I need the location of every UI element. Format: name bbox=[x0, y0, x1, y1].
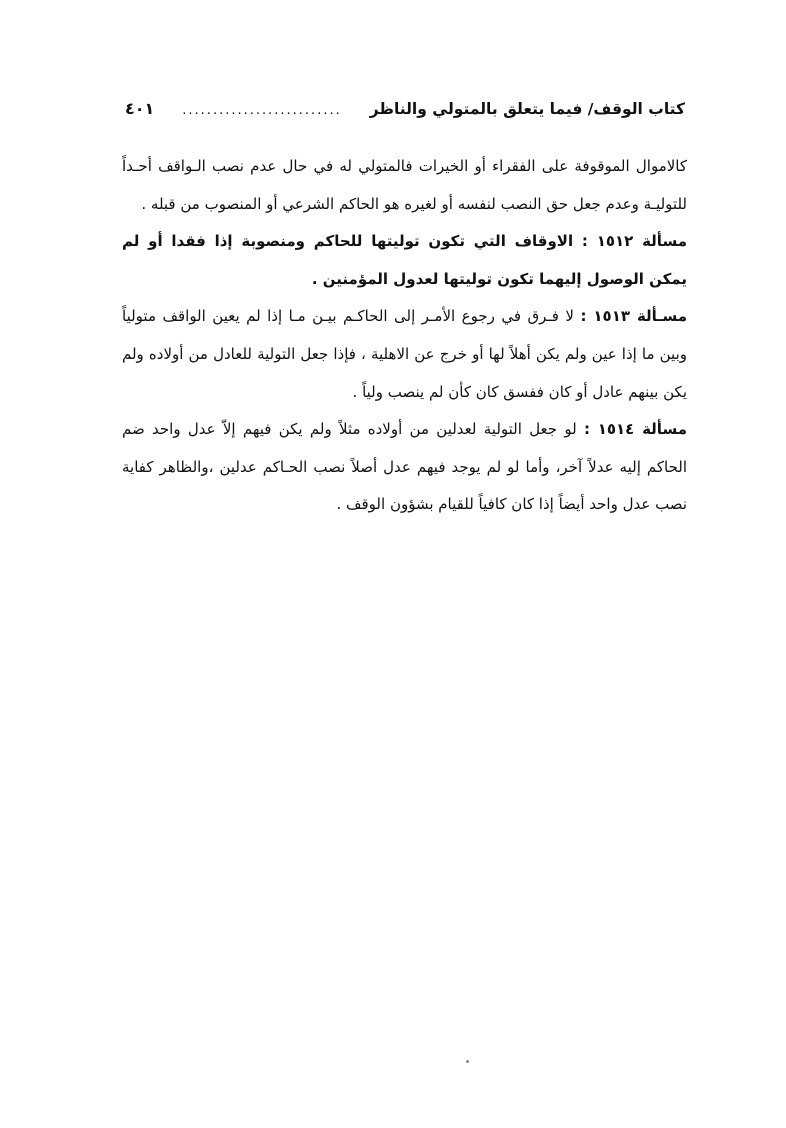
paragraph-issue-1513 bbox=[122, 298, 687, 411]
chapter-title: كتاب الوقف/ فيما يتعلق بالمتولي والناظر bbox=[369, 100, 685, 118]
paragraph-text: الاوقاف التي تكون توليتها للحاكم ومنصوبة إذا فقدا أو لم يمكن الوصول إليهما تكون توليتها لعدول المؤمنين . bbox=[122, 232, 687, 288]
paragraph-issue-1512 bbox=[122, 223, 687, 298]
paragraph-text: لا فـرق في رجوع الأمـر إلى الحاكـم بيـن مـا إذا لم يعين الواقف متولياً وبين ما إذا عين ولم يكن أهلاً لها أو خرج عن الاهلية ، فإذا جعل التولية للعادل من أولاده ولم يكن بينهم عادل أو كان ففسق كان كأن لم ينصب ولياً . bbox=[122, 307, 687, 401]
page-number: ٤٠١ bbox=[125, 99, 155, 118]
paragraph-intro bbox=[122, 148, 687, 223]
header-leader-dots: .......................... bbox=[182, 103, 342, 118]
scan-speck bbox=[466, 1060, 469, 1063]
paragraph-issue-1514 bbox=[122, 411, 687, 524]
paragraph-text: لو جعل التولية لعدلين من أولاده مثلاً ولم يكن فيهم إلاّ عدل واحد ضم الحاكم إليه عدلاً آخر، وأما لو لم يوجد فيهم عدل أصلاً نصب الحـاكم عدلين ،والظاهر كفاية نصب عدل واحد أيضاً إذا كان كافياً للقيام بشؤون الوقف . bbox=[122, 420, 687, 514]
issue-label: مسألة ١٥١٢ : bbox=[581, 232, 687, 251]
running-header bbox=[125, 99, 685, 125]
paragraph-text: كالاموال الموقوفة على الفقراء أو الخيرات فالمتولي له في حال عدم نصب الـواقف أحـداً للتوليـة وعدم جعل حق النصب لنفسه أو لغيره هو الحاكم الشرعي أو المنصوب من قبله . bbox=[122, 157, 687, 213]
page-body bbox=[122, 148, 687, 524]
issue-label: مسـألة ١٥١٣ : bbox=[580, 307, 687, 326]
issue-label: مسألة ١٥١٤ : bbox=[583, 420, 687, 439]
